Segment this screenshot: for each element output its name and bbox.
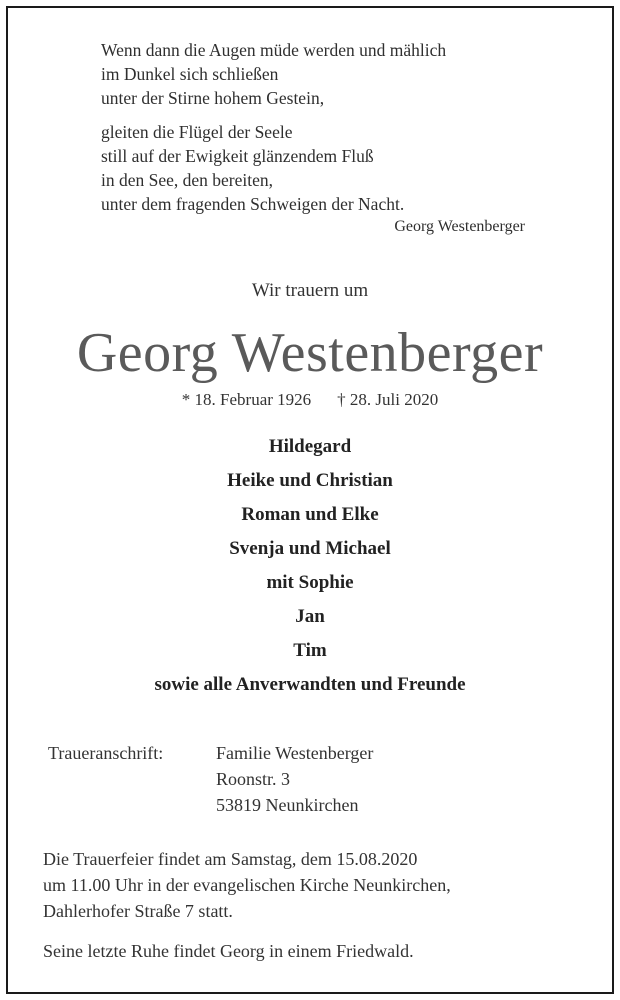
family-member: Roman und Elke	[241, 504, 379, 525]
family-list	[0, 430, 620, 702]
family-member: sowie alle Anverwandten und Freunde	[154, 674, 466, 695]
poem-line: unter dem fragenden Schweigen der Nacht.	[101, 194, 405, 214]
poem-line: gleiten die Flügel der Seele	[101, 122, 293, 142]
family-member: Hildegard	[268, 436, 352, 457]
life-dates	[0, 390, 620, 410]
mourning-intro: Wir trauern um	[251, 280, 369, 301]
death-date: † 28. Juli 2020	[337, 390, 439, 409]
address-line: 53819 Neunkirchen	[216, 795, 359, 815]
ceremony-line: um 11.00 Uhr in der evangelischen Kirche Neunkirchen,	[43, 875, 451, 895]
ceremony-line: Dahlerhofer Straße 7 statt.	[43, 901, 233, 921]
poem-line: still auf der Ewigkeit glänzendem Fluß	[101, 146, 374, 166]
address-line: Familie Westenberger	[216, 743, 374, 763]
poem-author: Georg Westenberger	[394, 218, 525, 235]
rest-note: Seine letzte Ruhe findet Georg in einem Friedwald.	[43, 941, 414, 961]
poem-stanza-2	[101, 120, 571, 238]
family-member: mit Sophie	[266, 572, 354, 593]
family-member: Svenja und Michael	[229, 538, 391, 559]
ceremony-notice	[43, 846, 603, 924]
poem-line: unter der Stirne hohem Gestein,	[101, 88, 325, 108]
family-member: Tim	[293, 640, 327, 661]
deceased-name: Georg Westenberger	[76, 322, 544, 384]
address-line: Roonstr. 3	[216, 769, 291, 789]
address-label: Traueranschrift:	[48, 743, 164, 763]
birth-date: * 18. Februar 1926	[181, 390, 312, 409]
family-member: Heike und Christian	[227, 470, 393, 491]
address-lines	[216, 740, 373, 818]
poem	[101, 38, 571, 238]
ceremony-line: Die Trauerfeier findet am Samstag, dem 15.08.2020	[43, 849, 418, 869]
family-member: Jan	[295, 606, 325, 627]
poem-line: im Dunkel sich schließen	[101, 64, 279, 84]
poem-stanza-1	[101, 38, 571, 110]
poem-line: in den See, den bereiten,	[101, 170, 274, 190]
poem-line: Wenn dann die Augen müde werden und mählich	[101, 40, 447, 60]
